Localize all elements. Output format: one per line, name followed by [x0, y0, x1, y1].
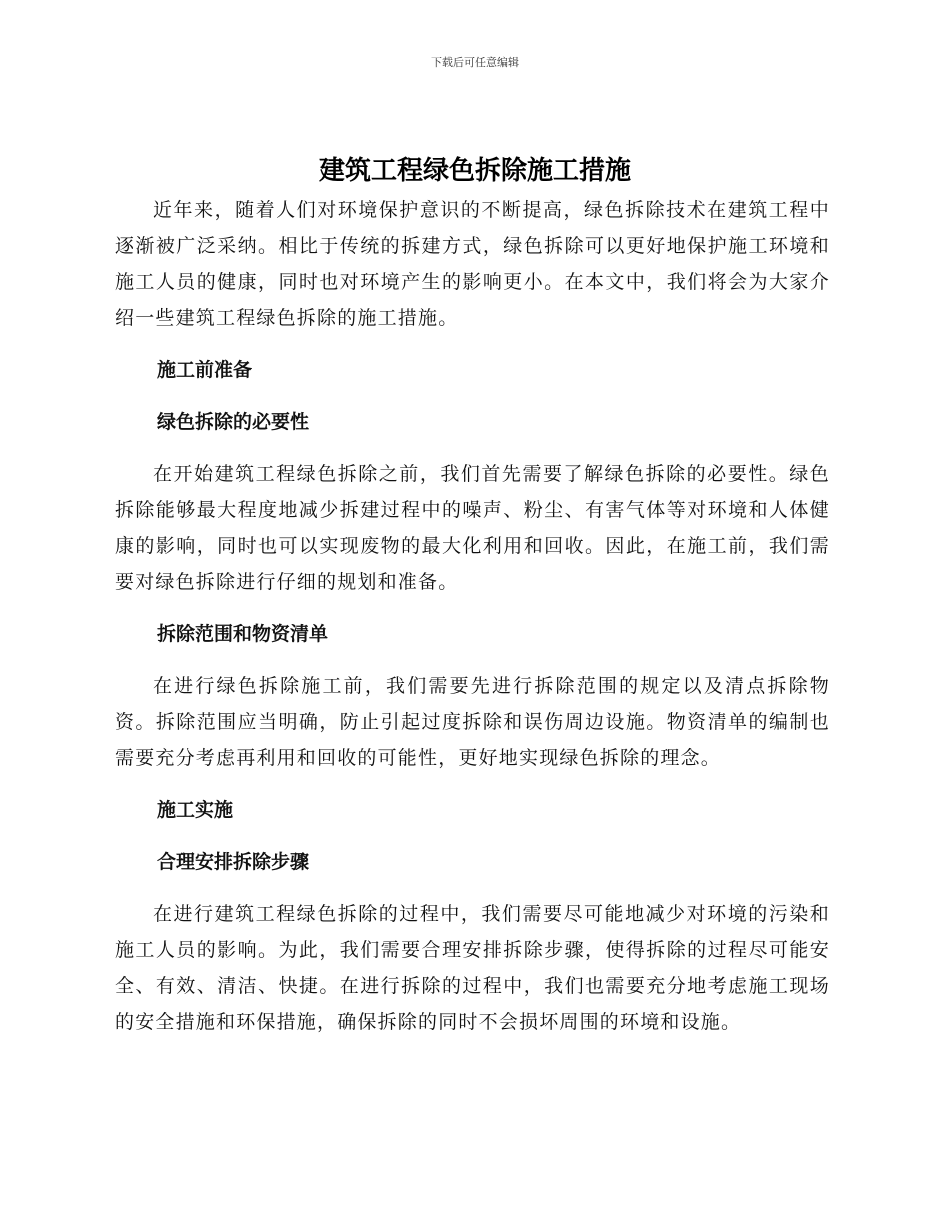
spacer — [115, 388, 830, 404]
subsection-heading-scope: 拆除范围和物资清单 — [157, 623, 329, 645]
subsection-heading-necessity: 绿色拆除的必要性 — [157, 411, 310, 433]
spacer — [115, 776, 830, 792]
header-note: 下载后可任意编辑 — [431, 56, 519, 69]
spacer — [115, 336, 830, 352]
spacer — [115, 600, 830, 616]
paragraph-steps: 在进行建筑工程绿色拆除的过程中，我们需要尽可能地减少对环境的污染和施工人员的影响。为此，我们需要合理安排拆除步骤，使得拆除的过程尽可能安全、有效、清洁、快捷。在进行拆除的过程中，我们也需要充分地考虑施工现场的安全措施和环保措施，确保拆除的同时不会损坏周围的环境和设施。 — [115, 903, 830, 1033]
document-title: 建筑工程绿色拆除施工措施 — [318, 156, 631, 186]
spacer — [115, 652, 830, 668]
intro-paragraph: 近年来，随着人们对环境保护意识的不断提高，绿色拆除技术在建筑工程中逐渐被广泛采纳。相比于传统的拆建方式，绿色拆除可以更好地保护施工环境和施工人员的健康，同时也对环境产生的影响更小。在本文中，我们将会为大家介绍一些建筑工程绿色拆除的施工措施。 — [115, 199, 830, 329]
paragraph-scope: 在进行绿色拆除施工前，我们需要先进行拆除范围的规定以及清点拆除物资。拆除范围应当明确，防止引起过度拆除和误伤周边设施。物资清单的编制也需要充分考虑再利用和回收的可能性，更好地实现绿色拆除的理念。 — [115, 675, 830, 769]
spacer — [115, 828, 830, 844]
document-body — [115, 192, 830, 1040]
paragraph-necessity: 在开始建筑工程绿色拆除之前，我们首先需要了解绿色拆除的必要性。绿色拆除能够最大程度地减少拆建过程中的噪声、粉尘、有害气体等对环境和人体健康的影响，同时也可以实现废物的最大化利用和回收。因此，在施工前，我们需要对绿色拆除进行仔细的规划和准备。 — [115, 463, 830, 593]
spacer — [115, 440, 830, 456]
section-heading-preparation: 施工前准备 — [157, 359, 253, 381]
section-heading-implementation: 施工实施 — [157, 799, 234, 821]
spacer — [115, 880, 830, 896]
subsection-heading-steps: 合理安排拆除步骤 — [157, 851, 310, 873]
